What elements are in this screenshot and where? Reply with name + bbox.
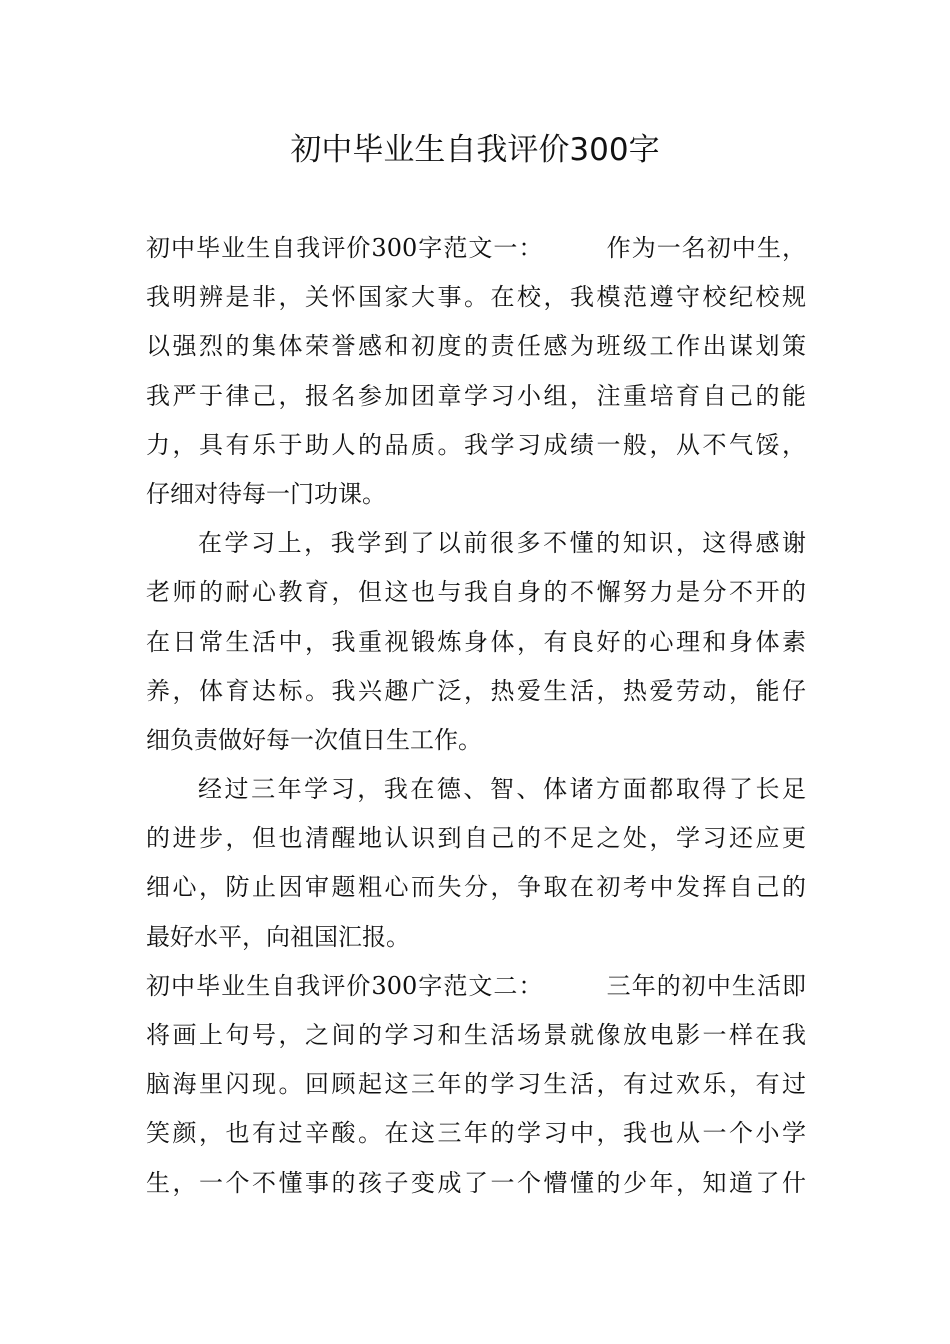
text-line: 在学习上，我学到了以前很多不懂的知识，这得感谢 <box>198 529 806 558</box>
text-line: 仔细对待每一门功课。 <box>146 479 386 508</box>
text-line: 脑海里闪现。回顾起这三年的学习生活，有过欢乐，有过 <box>146 1070 806 1099</box>
text-line: 初中毕业生自我评价300字范文一： 作为一名初中生， <box>146 234 806 262</box>
text-line: 以强烈的集体荣誉感和初度的责任感为班级工作出谋划策 <box>146 332 806 361</box>
text-line: 笑颜，也有过辛酸。在这三年的学习中，我也从一个小学 <box>146 1119 806 1148</box>
text-line: 养，体育达标。我兴趣广泛，热爱生活，热爱劳动，能仔 <box>146 676 806 705</box>
text-line: 我明辨是非，关怀国家大事。在校，我模范遵守校纪校规 <box>146 283 806 312</box>
document-title: 初中毕业生自我评价300字 <box>290 132 660 168</box>
text-line: 老师的耐心教育，但这也与我自身的不懈努力是分不开的 <box>146 578 806 607</box>
text-line: 在日常生活中，我重视锻炼身体，有良好的心理和身体素 <box>146 627 806 656</box>
text-line: 初中毕业生自我评价300字范文二： 三年的初中生活即 <box>146 971 806 1000</box>
text-line: 的进步，但也清醒地认识到自己的不足之处，学习还应更 <box>146 824 806 853</box>
text-line: 细负责做好每一次值日生工作。 <box>146 725 482 754</box>
text-line: 我严于律己，报名参加团章学习小组，注重培育自己的能 <box>146 381 806 410</box>
text-line: 经过三年学习，我在德、智、体诸方面都取得了长足 <box>198 775 806 804</box>
text-line: 生，一个不懂事的孩子变成了一个懵懂的少年，知道了什 <box>146 1168 806 1197</box>
text-line: 最好水平，向祖国汇报。 <box>146 922 410 951</box>
text-line: 将画上句号，之间的学习和生活场景就像放电影一样在我 <box>146 1021 806 1049</box>
text-line: 细心，防止因审题粗心而失分，争取在初考中发挥自己的 <box>146 873 806 902</box>
text-line: 力，具有乐于助人的品质。我学习成绩一般，从不气馁， <box>146 430 806 459</box>
document-body <box>146 224 806 1208</box>
